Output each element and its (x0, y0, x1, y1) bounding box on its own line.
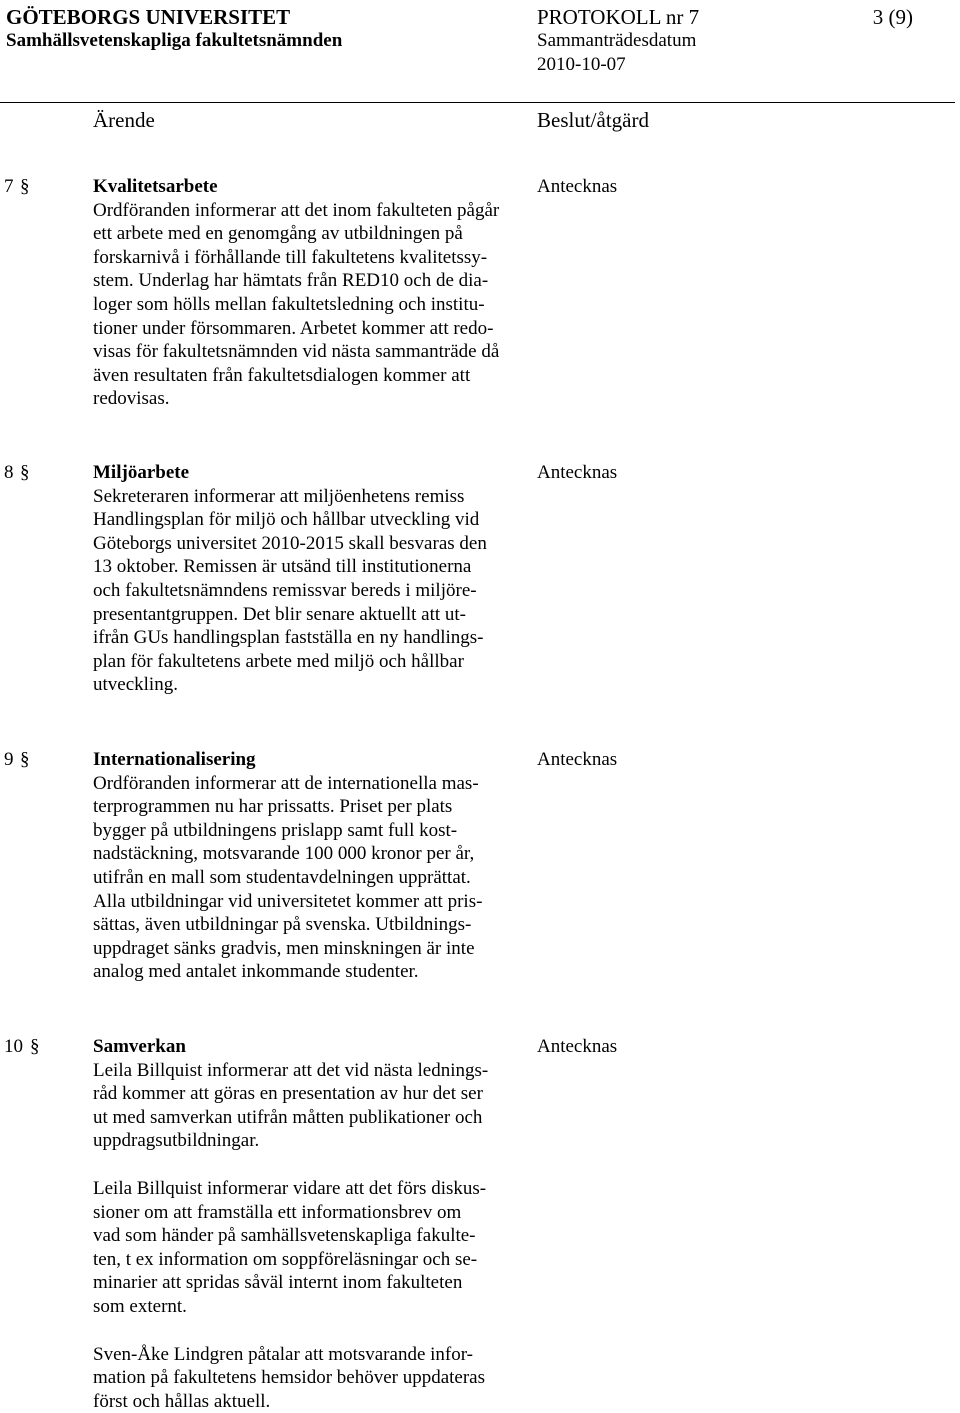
text-line: Sven-Åke Lindgren påtalar att motsvarande infor- (93, 1343, 474, 1365)
text-line: Göteborgs universitet 2010-2015 skall besvaras den (93, 532, 487, 554)
text-line: råd kommer att göras en presentation av hur det ser (93, 1083, 483, 1105)
item-title: Internationalisering (93, 749, 256, 770)
text-line: uppdragsutbildningar. (93, 1130, 260, 1152)
section-mark: § (20, 749, 30, 770)
text-line: Leila Billquist informerar att det vid nästa lednings- (93, 1059, 489, 1081)
text-line: minarier att spridas såväl internt inom fakulteten (93, 1272, 463, 1294)
item-number: 9 (4, 749, 14, 770)
text-line: och fakultetsnämndens remissvar bereds i miljöre- (93, 579, 477, 601)
text-line: ett arbete med en genomgång av utbildningen på (93, 223, 463, 245)
text-line: Ordföranden informerar att de internationella mas- (93, 772, 479, 794)
text-line: ut med samverkan utifrån måtten publikationer och (93, 1106, 483, 1128)
text-line: terprogrammen nu har prissatts. Priset per plats (93, 796, 453, 818)
meeting-date: 2010-10-07 (537, 54, 626, 75)
item-body (93, 175, 538, 411)
item-number: 10 (4, 1036, 23, 1057)
text-line: Alla utbildningar vid universitetet kommer att pris- (93, 890, 483, 912)
item-paragraph (93, 199, 538, 411)
text-line: tioner under försommaren. Arbetet kommer att redo- (93, 317, 494, 339)
section-mark: § (30, 1036, 40, 1057)
text-line: mation på fakultetens hemsidor behöver uppdateras (93, 1367, 486, 1389)
item-title: Samverkan (93, 1036, 186, 1057)
faculty-name: Samhällsvetenskapliga fakultetsnämnden (6, 30, 343, 51)
item-paragraph (93, 1343, 538, 1413)
text-line: Leila Billquist informerar vidare att det förs diskus- (93, 1177, 487, 1199)
text-line: utifrån en mall som studentavdelningen upprättat. (93, 866, 471, 888)
item-decision: Antecknas (537, 462, 618, 483)
item-title: Miljöarbete (93, 462, 190, 483)
text-line: sättas, även utbildningar på svenska. Utbildnings- (93, 914, 472, 936)
item-decision: Antecknas (537, 176, 618, 197)
column-heading-decision: Beslut/åtgärd (537, 108, 649, 132)
text-line: Ordföranden informerar att det inom fakulteten pågår (93, 199, 500, 221)
paragraph-gap (93, 1319, 538, 1343)
protocol-number: PROTOKOLL nr 7 (537, 5, 700, 29)
item-body (93, 1035, 538, 1413)
item-paragraph (93, 1177, 538, 1319)
item-body (93, 748, 538, 984)
item-paragraph (93, 485, 538, 697)
text-line: bygger på utbildningens prislapp samt full kost- (93, 819, 458, 841)
text-line: 13 oktober. Remissen är utsänd till institutionerna (93, 556, 472, 578)
text-line: analog med antalet inkommande studenter. (93, 961, 419, 983)
section-mark: § (20, 176, 30, 197)
text-line: först och hållas aktuell. (93, 1390, 271, 1412)
meeting-date-label: Sammanträdesdatum (537, 30, 697, 51)
university-name: GÖTEBORGS UNIVERSITET (6, 5, 291, 29)
text-line: presentantgruppen. Det blir senare aktuellt att ut- (93, 603, 467, 625)
section-mark: § (20, 462, 30, 483)
text-line: redovisas. (93, 388, 170, 410)
item-decision: Antecknas (537, 1036, 618, 1057)
text-line: stem. Underlag har hämtats från RED10 och de dia- (93, 270, 489, 292)
item-paragraph (93, 772, 538, 984)
text-line: ifrån GUs handlingsplan fastställa en ny handlings- (93, 627, 484, 649)
text-line: visas för fakultetsnämnden vid nästa sammanträde då (93, 341, 500, 363)
document-header-center (537, 5, 699, 77)
item-number: 7 (4, 176, 14, 197)
paragraph-gap (93, 1153, 538, 1177)
text-line: sioner om att framställa ett informationsbrev om (93, 1201, 462, 1223)
text-line: plan för fakultetens arbete med miljö och hållbar (93, 650, 464, 672)
text-line: Sekreteraren informerar att miljöenhetens remiss (93, 485, 465, 507)
item-paragraph (93, 1059, 538, 1153)
item-number: 8 (4, 462, 14, 483)
text-line: uppdraget sänks gradvis, men minskningen är inte (93, 937, 475, 959)
text-line: forskarnivå i förhållande till fakultetens kvalitetssy- (93, 246, 488, 268)
text-line: nadstäckning, motsvarande 100 000 kronor per år, (93, 843, 475, 865)
text-line: som externt. (93, 1295, 187, 1317)
item-title: Kvalitetsarbete (93, 176, 218, 197)
column-heading-matter: Ärende (93, 108, 155, 132)
text-line: utveckling. (93, 674, 178, 696)
item-body (93, 461, 538, 697)
text-line: Handlingsplan för miljö och hållbar utveckling vid (93, 509, 480, 531)
text-line: loger som hölls mellan fakultetsledning och institu- (93, 293, 485, 315)
text-line: vad som händer på samhällsvetenskapliga fakulte- (93, 1225, 476, 1247)
text-line: även resultaten från fakultetsdialogen kommer att (93, 364, 471, 386)
page-number: 3 (9) (872, 5, 913, 29)
header-divider (0, 102, 955, 103)
document-header-left (6, 5, 342, 53)
text-line: ten, t ex information om soppföreläsningar och se- (93, 1248, 478, 1270)
item-decision: Antecknas (537, 749, 618, 770)
